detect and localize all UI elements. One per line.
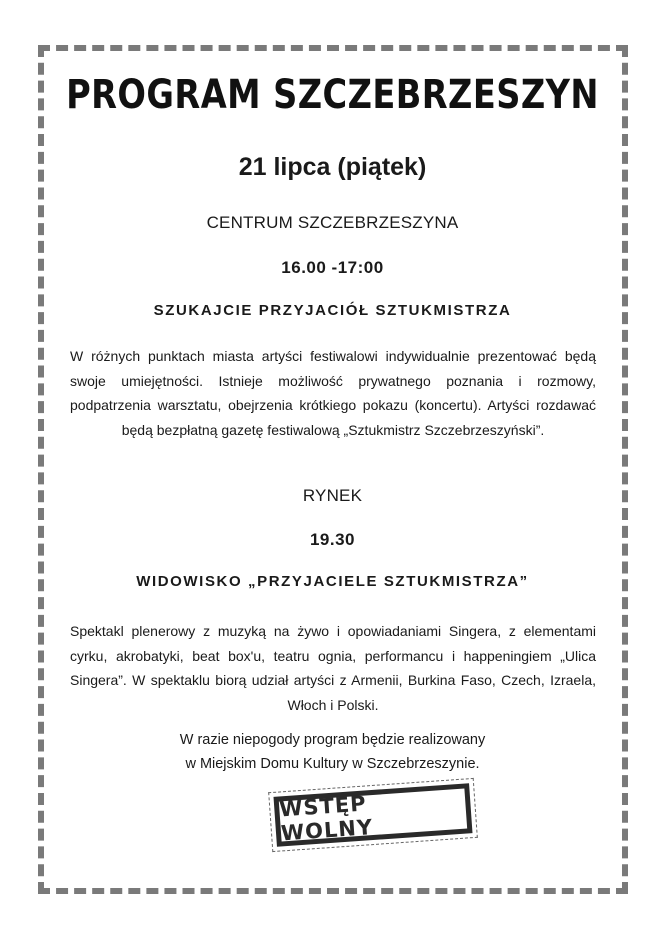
venue-2: RYNEK [302, 486, 363, 505]
poster-title: PROGRAM SZCZEBRZESZYN [66, 72, 599, 118]
weather-note [0, 728, 665, 776]
event-name-2: WIDOWISKO „PRZYJACIELE SZTUKMISTRZA” [136, 573, 529, 590]
event-description-1: W różnych punktach miasta artyści festiwalowi indywidualnie prezentować będą swoje umiejętności. Istnieje możliwość prywatnego poznania i rozmowy, podpatrzenia warsztatu, obejrzenia krótkiego pokazu (koncertu). Artyści rozdawać będą bezpłatną gazetę festiwalową „Sztukmistrz Szczebrzeszyński”. [70, 348, 596, 438]
weather-note-line-2: w Miejskim Domu Kultury w Szczebrzeszynie. [185, 756, 480, 772]
weather-note-line-1: W razie niepogody program będzie realizowany [179, 732, 486, 748]
time-1: 16.00 -17:00 [281, 258, 384, 277]
time-2: 19.30 [309, 530, 356, 549]
venue-1: CENTRUM SZCZEBRZESZYNA [206, 213, 459, 232]
free-entry-stamp: WSTĘP WOLNY [273, 783, 472, 847]
event-date: 21 lipca (piątek) [238, 153, 427, 181]
event-name-1: SZUKAJCIE PRZYJACIÓŁ SZTUKMISTRZA [153, 302, 512, 319]
event-description-2: Spektakl plenerowy z muzyką na żywo i opowiadaniami Singera, z elementami cyrku, akrobatyki, beat box'u, teatru ognia, performancu i happeningiem „Ulica Singera”. W spektaklu biorą udział artyści z Armenii, Burkina Faso, Czech, Izraela, Włoch i Polski. [70, 623, 596, 713]
